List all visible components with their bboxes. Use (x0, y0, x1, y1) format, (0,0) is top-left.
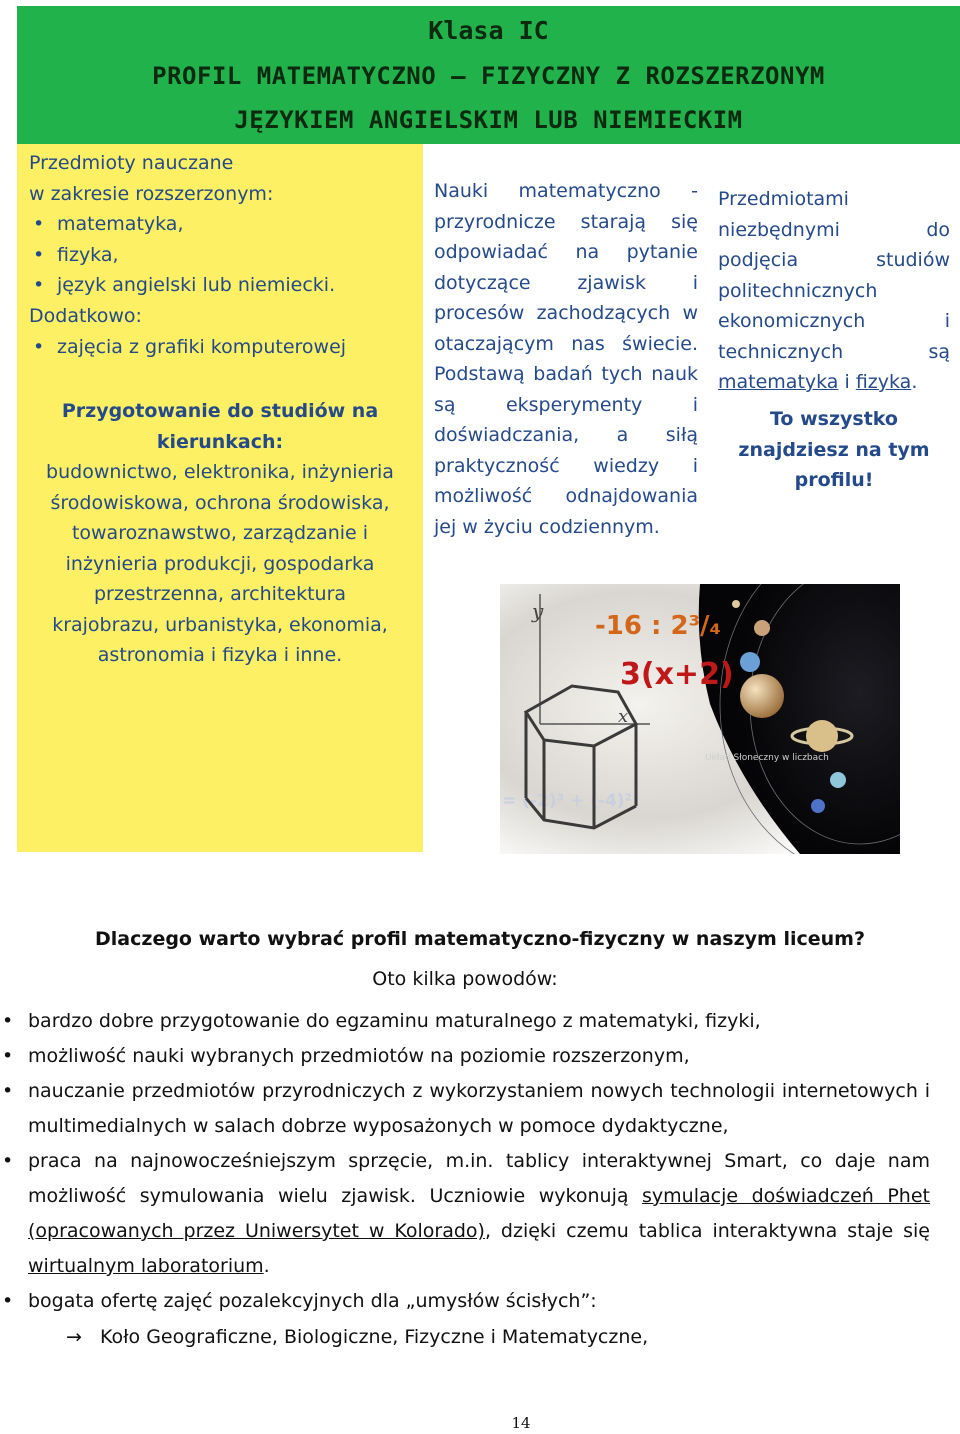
reasons-list (0, 1004, 930, 1319)
virtual-lab-link[interactable]: wirtualnym laboratorium (28, 1255, 264, 1277)
preparation-line: środowiskowa, ochrona środowiska, (50, 491, 390, 514)
science-paragraph: Nauki matematyczno - przyrodnicze starają się odpowiadać na pytanie dotyczące zjawisk i procesów zachodzących w otaczającym nas świecie. Podstawą badań tych nauk są eksperymenty i doświadczania, a siłą praktyczność wiedzy i możliwość odnajdowania jej w życiu codziennym. (434, 180, 698, 538)
additional-list (29, 332, 346, 363)
subjects-heading-line1: Przedmioty nauczane (29, 152, 234, 174)
planet-icon (732, 600, 740, 608)
link-fizyka[interactable]: fizyka (855, 371, 912, 393)
axis-y-label: y (532, 599, 544, 623)
required-subjects-paragraph (718, 184, 950, 398)
page-number: 14 (511, 1414, 531, 1432)
list-item: • bogata ofertę zajęć pozalekcyjnych dla „umysłów ścisłych”: (0, 1284, 930, 1319)
preparation-line: przestrzenna, architektura (93, 583, 347, 605)
preparation-line: astronomia i fizyka i inne. (97, 644, 343, 666)
profile-title-line1: PROFIL MATEMATYCZNO – FIZYCZNY Z ROZSZERZONYM (152, 62, 825, 90)
reason4-text: praca na najnowocześniejszym sprzęcie, m.in. tablicy interaktywnej Smart, co daje nam możliwość symulowania wielu zjawisk. Uczniowie wykonują (28, 1150, 930, 1207)
axis-x-label: x (618, 706, 629, 727)
class-title: Klasa IC (428, 16, 549, 45)
list-item: • matematyka, (29, 209, 335, 240)
sub-list-item (66, 1320, 648, 1355)
formula-bottom: = (-2)³ + (-4)² (502, 791, 632, 811)
sentence-end: . (911, 371, 918, 393)
reasons-intro: Oto kilka powodów: (372, 968, 558, 990)
subjects-list (29, 209, 335, 301)
link-matematyka[interactable]: matematyka (718, 371, 839, 393)
planet-icon (754, 620, 770, 636)
profile-title-line2: JĘZYKIEM ANGIELSKIM LUB NIEMIECKIM (234, 106, 743, 134)
planet-icon (740, 652, 760, 672)
arrow-right-icon: → (66, 1326, 82, 1348)
required-subjects-text: Przedmiotami niezbędnymi do podjęcia studiów politechnicznych ekonomicznych i technicznych są (718, 188, 950, 363)
reason4-text: , dzięki czemu tablica interaktywna staje się (484, 1220, 930, 1242)
planet-icon (811, 799, 825, 813)
profile-cta: To wszystko znajdziesz na tym profilu! (738, 408, 930, 491)
jupiter-icon (740, 674, 784, 718)
subjects-box (17, 144, 423, 852)
list-item: • zajęcia z grafiki komputerowej (29, 332, 346, 363)
preparation-title-line1: Przygotowanie do studiów na (61, 400, 379, 422)
list-item: • język angielski lub niemiecki. (29, 270, 335, 301)
formula-top: -16 : 2³/₄ (595, 611, 721, 641)
conjunction-text: i (838, 371, 856, 393)
additional-label: Dodatkowo: (29, 305, 142, 327)
preparation-line: budownictwo, elektronika, inżynieria (46, 461, 394, 483)
preparation-line: krajobrazu, urbanistyka, ekonomia, (52, 613, 388, 636)
list-item: • możliwość nauki wybranych przedmiotów na poziomie rozszerzonym, (0, 1039, 930, 1074)
formula-mid: 3(x+2) (620, 657, 734, 692)
why-heading: Dlaczego warto wybrać profil matematyczno-fizyczny w naszym liceum? (95, 928, 865, 950)
reason4-end: . (263, 1255, 270, 1277)
math-physics-illustration (500, 584, 900, 854)
list-item: • fizyka, (29, 240, 335, 271)
clubs-text: Koło Geograficzne, Biologiczne, Fizyczne i Matematyczne, (100, 1326, 649, 1348)
preparation-line: inżynieria produkcji, gospodarka (65, 552, 375, 575)
planet-caption: Układ Słoneczny w liczbach (705, 753, 829, 763)
header-banner (17, 6, 960, 144)
list-item: • bardzo dobre przygotowanie do egzaminu maturalnego z matematyki, fizyki, (0, 1004, 930, 1039)
phet-simulations-link[interactable]: symulacje doświadczeń Phet (opracowanych przez Uniwersytet w Kolorado) (28, 1185, 930, 1242)
list-item (0, 1144, 930, 1284)
preparation-section (17, 396, 423, 671)
saturn-icon (806, 720, 838, 752)
planet-icon (830, 772, 846, 788)
preparation-line: towaroznawstwo, zarządzanie i (71, 522, 369, 544)
preparation-title-line2: kierunkach: (156, 430, 284, 453)
subjects-heading (29, 148, 273, 209)
subjects-heading-line2: w zakresie rozszerzonym: (29, 182, 274, 205)
list-item: • nauczanie przedmiotów przyrodniczych z wykorzystaniem nowych technologii internetowych i multimedialnych w salach dobrze wyposażonych w pomoce dydaktyczne, (0, 1074, 930, 1144)
